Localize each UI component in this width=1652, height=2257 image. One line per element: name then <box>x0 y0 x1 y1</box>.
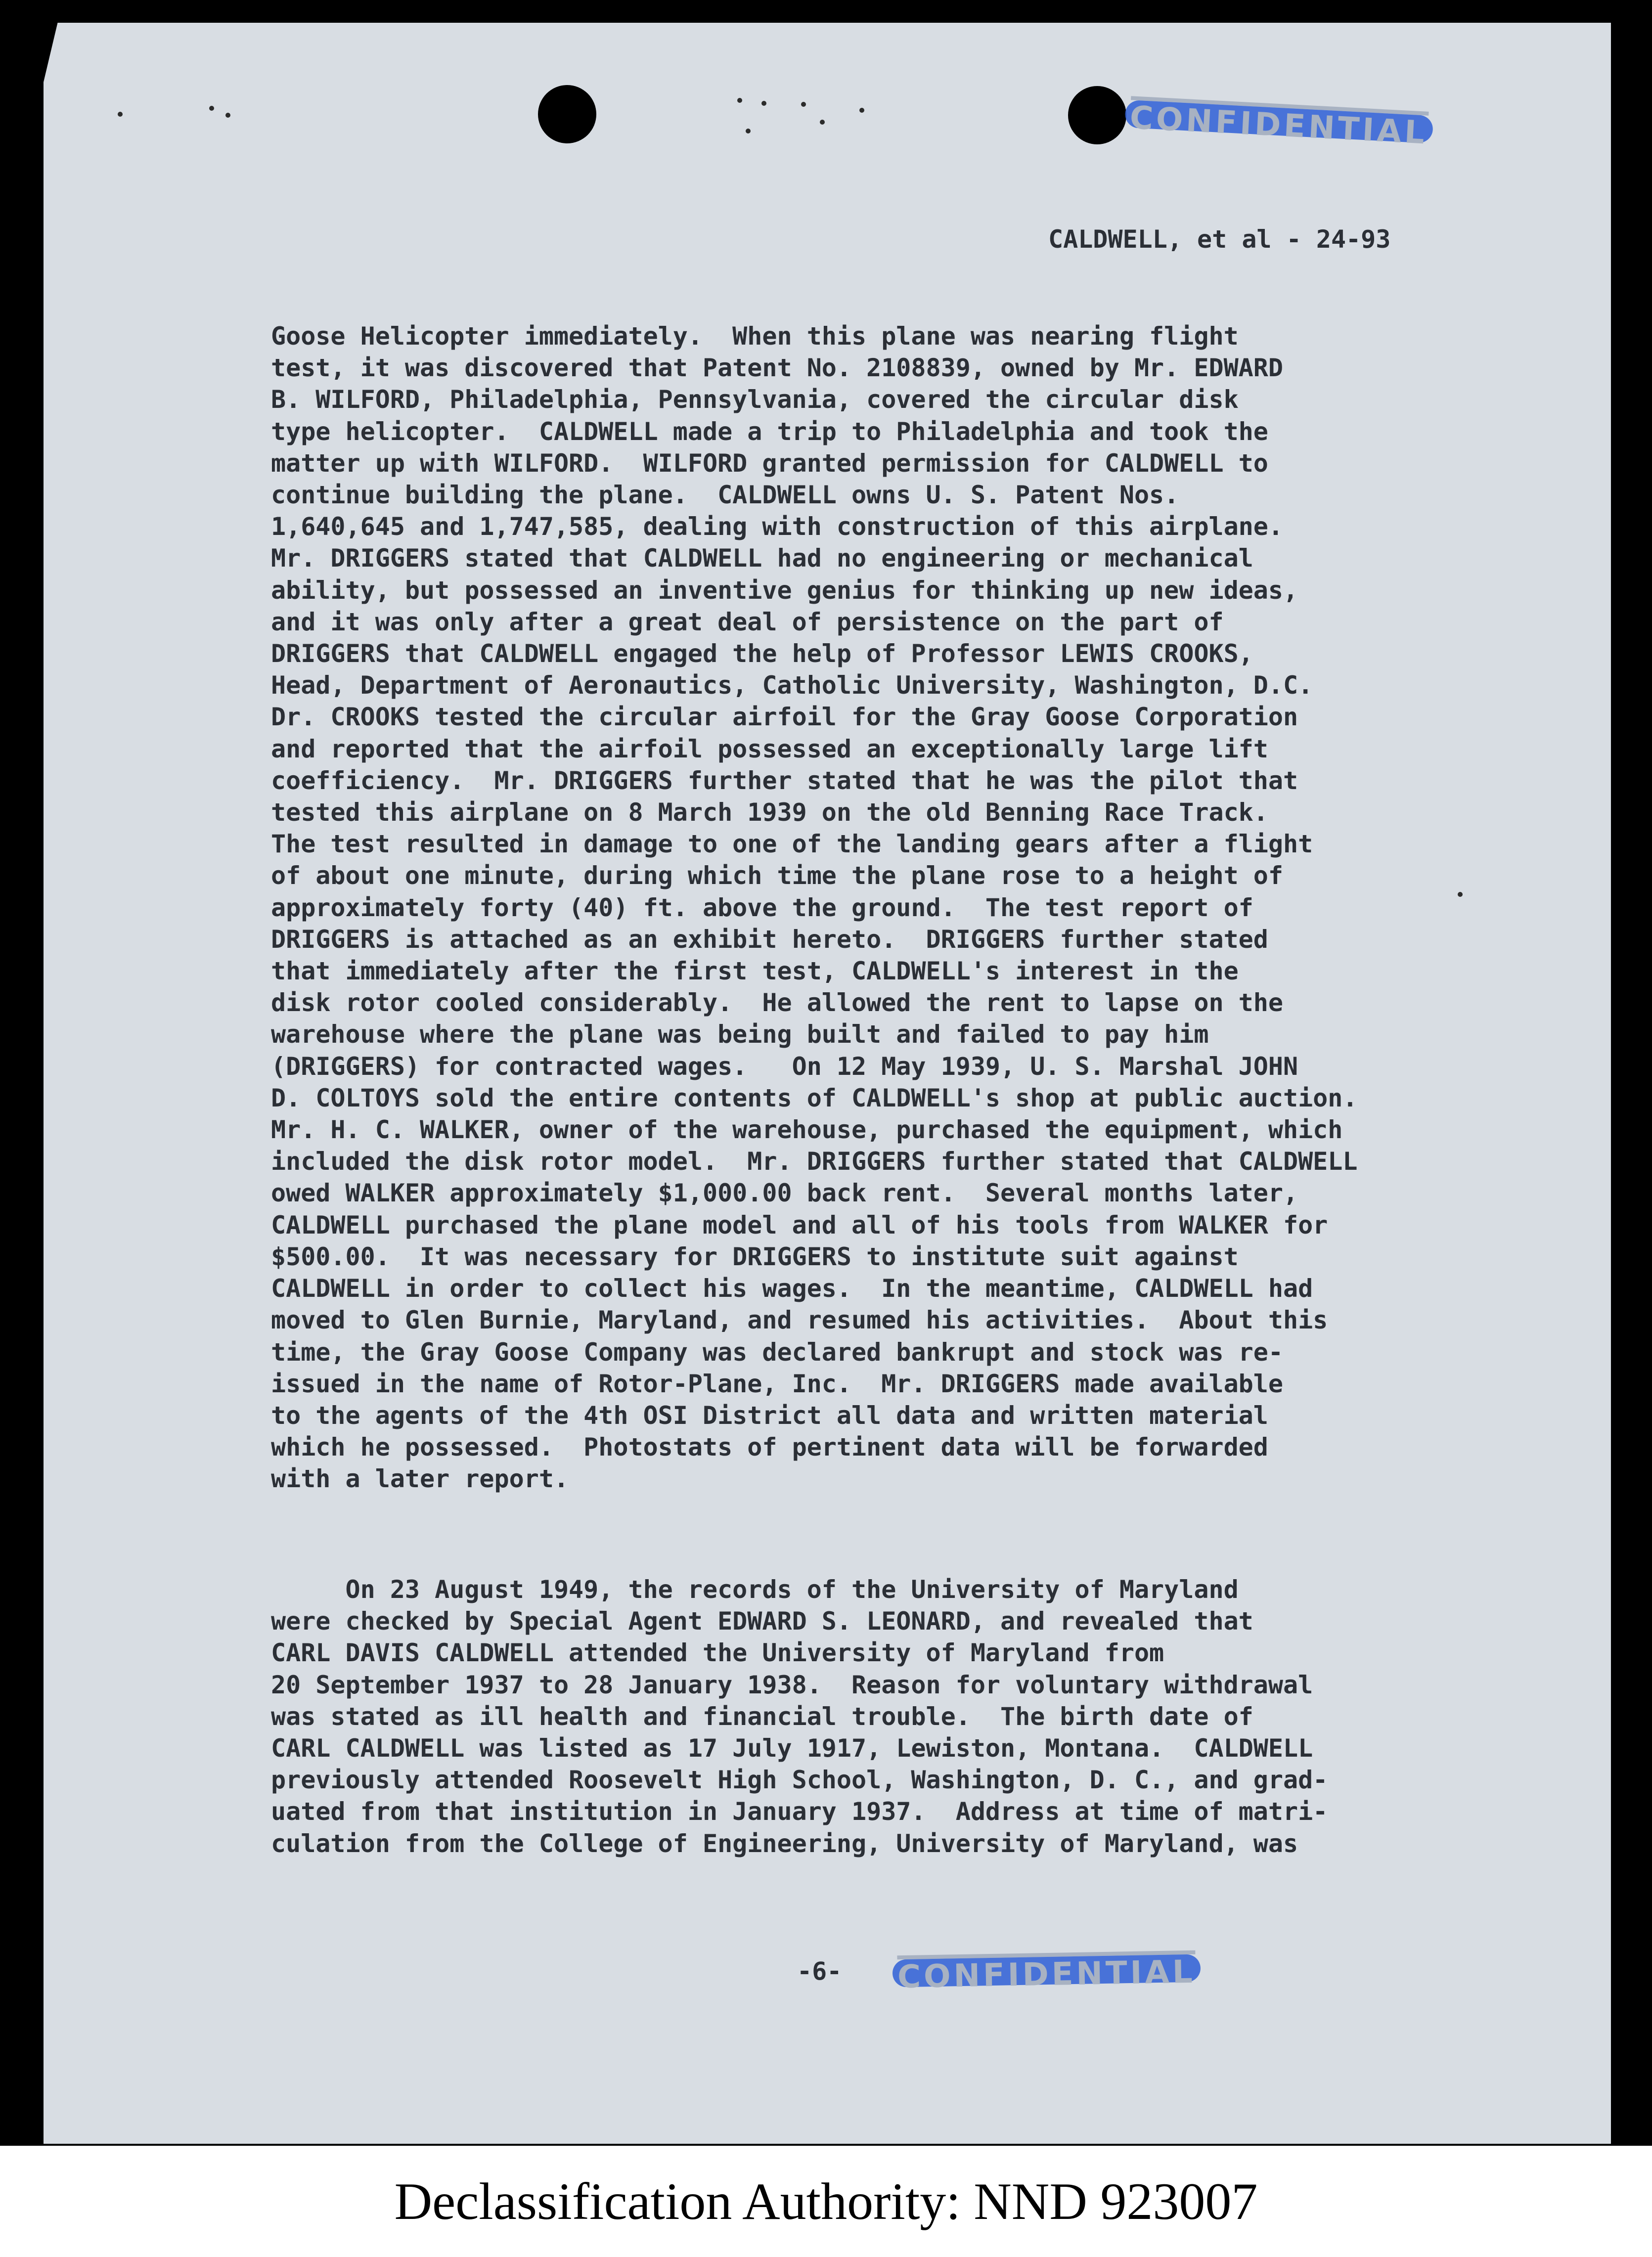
text-line: owed WALKER approximately $1,000.00 back rent. Several months later, <box>271 1179 1298 1208</box>
text-line: On 23 August 1949, the records of the University of Maryland <box>271 1575 1239 1604</box>
text-line: DRIGGERS is attached as an exhibit hereto. DRIGGERS further stated <box>271 925 1268 954</box>
page-number: -6- <box>797 1957 842 1986</box>
text-line: tested this airplane on 8 March 1939 on the old Benning Race Track. <box>271 798 1268 827</box>
text-line: continue building the plane. CALDWELL owns U. S. Patent Nos. <box>271 481 1179 510</box>
text-line: B. WILFORD, Philadelphia, Pennsylvania, covered the circular disk <box>271 385 1239 414</box>
stamp-text: CONFIDENTIAL <box>1129 99 1429 152</box>
text-line: type helicopter. CALDWELL made a trip to Philadelphia and took the <box>271 417 1268 446</box>
text-line: Mr. H. C. WALKER, owner of the warehouse, purchased the equipment, which <box>271 1115 1343 1145</box>
text-line: that immediately after the first test, CALDWELL's interest in the <box>271 957 1239 986</box>
text-line: with a later report. <box>271 1464 569 1494</box>
text-line: disk rotor cooled considerably. He allowed the rent to lapse on the <box>271 988 1283 1018</box>
text-line: ability, but possessed an inventive genius for thinking up new ideas, <box>271 575 1298 605</box>
text-line: 1,640,645 and 1,747,585, dealing with construction of this airplane. <box>271 512 1283 541</box>
scan-speck <box>801 102 806 107</box>
text-line: CALDWELL purchased the plane model and all of his tools from WALKER for <box>271 1210 1328 1239</box>
scan-speck <box>761 101 766 106</box>
text-line: approximately forty (40) ft. above the ground. The test report of <box>271 893 1253 922</box>
text-line: CALDWELL in order to collect his wages. In the meantime, CALDWELL had <box>271 1274 1313 1303</box>
scan-speck <box>820 120 825 125</box>
paragraph-1 <box>271 320 1507 1495</box>
text-line: time, the Gray Goose Company was declared bankrupt and stock was re- <box>271 1337 1283 1367</box>
text-line: CARL CALDWELL was listed as 17 July 1917, Lewiston, Montana. CALDWELL <box>271 1734 1313 1763</box>
scan-speck <box>118 112 123 117</box>
declassification-authority: Declassification Authority: NND 923007 <box>394 2172 1258 2230</box>
text-line: matter up with WILFORD. WILFORD granted permission for CALDWELL to <box>271 448 1268 478</box>
text-line: Mr. DRIGGERS stated that CALDWELL had no engineering or mechanical <box>271 544 1253 573</box>
file-reference: CALDWELL, et al - 24-93 <box>1048 225 1391 254</box>
declassification-footer <box>0 2146 1652 2257</box>
text-line: culation from the College of Engineering, University of Maryland, was <box>271 1829 1298 1858</box>
text-line: 20 September 1937 to 28 January 1938. Reason for voluntary withdrawal <box>271 1670 1313 1699</box>
stamp-text: CONFIDENTIAL <box>897 1953 1196 1996</box>
text-line: was stated as ill health and financial trouble. The birth date of <box>271 1702 1253 1731</box>
scan-speck <box>225 113 230 118</box>
scan-speck <box>859 108 864 113</box>
text-line: test, it was discovered that Patent No. 2108839, owned by Mr. EDWARD <box>271 354 1283 383</box>
paragraph-2 <box>271 1574 1507 1859</box>
text-line: issued in the name of Rotor-Plane, Inc. Mr. DRIGGERS made available <box>271 1369 1283 1398</box>
text-line: were checked by Special Agent EDWARD S. LEONARD, and revealed that <box>271 1607 1253 1636</box>
text-line: which he possessed. Photostats of pertinent data will be forwarded <box>271 1433 1268 1462</box>
confidential-stamp-bottom <box>897 1950 1196 1996</box>
scan-speck <box>737 98 742 103</box>
text-line: Head, Department of Aeronautics, Catholic University, Washington, D.C. <box>271 671 1313 700</box>
text-line: previously attended Roosevelt High School, Washington, D. C., and grad- <box>271 1766 1328 1795</box>
scan-speck <box>746 129 751 133</box>
text-line: Dr. CROOKS tested the circular airfoil for the Gray Goose Corporation <box>271 703 1298 732</box>
scan-speck <box>209 106 214 111</box>
text-line: Goose Helicopter immediately. When this plane was nearing flight <box>271 322 1239 351</box>
text-line: included the disk rotor model. Mr. DRIGGERS further stated that CALDWELL <box>271 1147 1358 1176</box>
text-line: CARL DAVIS CALDWELL attended the University of Maryland from <box>271 1638 1164 1668</box>
text-line: The test resulted in damage to one of the landing gears after a flight <box>271 830 1313 859</box>
text-line: and reported that the airfoil possessed an exceptionally large lift <box>271 734 1268 763</box>
text-line: moved to Glen Burnie, Maryland, and resumed his activities. About this <box>271 1306 1328 1335</box>
text-line: D. COLTOYS sold the entire contents of CALDWELL's shop at public auction. <box>271 1083 1358 1112</box>
text-line: coefficiency. Mr. DRIGGERS further stated that he was the pilot that <box>271 766 1298 795</box>
punch-hole-right <box>1068 86 1126 144</box>
text-line: uated from that institution in January 1937. Address at time of matri- <box>271 1797 1328 1826</box>
text-line: $500.00. It was necessary for DRIGGERS to institute suit against <box>271 1242 1239 1271</box>
text-line: of about one minute, during which time the plane rose to a height of <box>271 861 1283 890</box>
text-line: and it was only after a great deal of persistence on the part of <box>271 607 1224 636</box>
text-line: DRIGGERS that CALDWELL engaged the help of Professor LEWIS CROOKS, <box>271 639 1253 668</box>
text-line: to the agents of the 4th OSI District all data and written material <box>271 1401 1268 1430</box>
text-line: warehouse where the plane was being built and failed to pay him <box>271 1020 1209 1049</box>
punch-hole-left <box>538 85 596 143</box>
text-line: (DRIGGERS) for contracted wages. On 12 May 1939, U. S. Marshal JOHN <box>271 1052 1298 1081</box>
